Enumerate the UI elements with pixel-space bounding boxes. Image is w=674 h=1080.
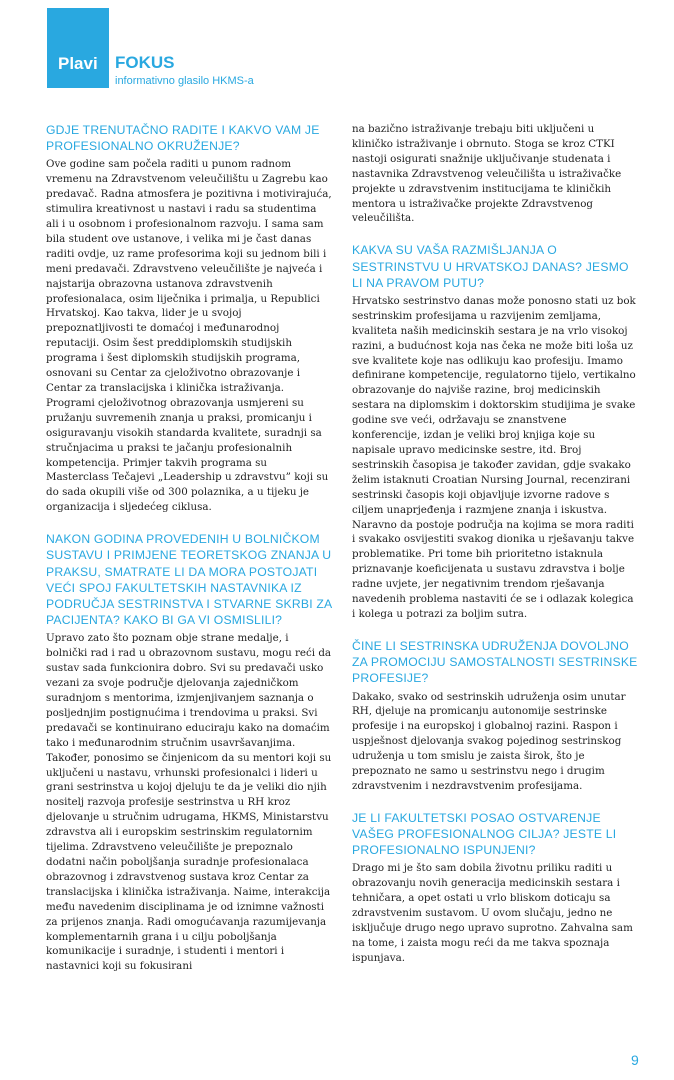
answer-2: Upravo zato što poznam obje strane medalje, i bolnički rad i rad u obrazovnom sustavu, mogu reći da sustav sada funkcionira dobro. Svi su predavači usko vezani za svoje područje djelovanja zajedničkom suradnjom s mentorima, izmjenjivanjem saznanja o posljednjim postignućima i trendovima u praksi. Svi predavači se kontinuirano educiraju kako na domaćim tako i međunarodnim stručnim usavršavanjima. Također, ponosimo se činjenicom da su mentori koji su uključeni u nastavu, vrhunski profesionalci i lideri u grani sestrinstva u kojoj djeluju te da je veliki dio njih nositelj razvoja profesije sestrinstva u RH kroz djelovanje u stručnim udrugama, HKMS, Ministarstvu zdravstva ali i europskim sestrinskim regulatornim tijelima. Zdravstveno veleučilište je prepoznalo dodatni način poboljšanja suradnje profesionalaca obrazovnog i zdravstvenog sustava kroz Centar za translacijska i klinička istraživanja. Naime, interakcija među navedenim disciplinama je od iznimne važnosti za prijenos znanja. Radi omogućavanja razumijevanja komplementarnih grana i u cilju poboljšanja komunikacije i suradnje, i studenti i mentori i nastavnici koji su fokusirani xyxy=(46,632,332,973)
answer-3: Hrvatsko sestrinstvo danas može ponosno stati uz bok sestrinskim profesijama u razvijenim zemljama, kvaliteta naših medicinskih sestara je na vrlo visokoj razini, a budućnost koja nas čeka ne može biti loša uz sve kvalitete koje nas odlikuju kao profesiju. Imamo definirane kompetencije, regulatorno tijelo, vertikalno obrazovanje do najviše razine, broj medicinskih sestara na diplomskim i doktorskim studijima je svake godine sve veći, održavaju se znanstvene konferencije, izdan je veliki broj knjiga koje su napisale upravo medicinske sestre, itd. Broj sestrinskih časopisa je također zavidan, gdje svakako želim istaknuti Croatian Nursing Journal, recenzirani sestrinski časopis koji objavljuje izvorne radove s ciljem unaprjeđenja i razmjene znanja i iskustva. Naravno da postoje područja na kojima se mora raditi i svakako osvijestiti svakog dionika u rješavanju takve problematike. Pri tome bih prioritetno istaknula priznavanje koeficijenata u sustavu zdravstva i bolje radne uvjete, jer negativnim trendom rješavanja navedenih problema nastaviti će se i odlazak kolegica i kolega u potrazi za boljim sutra. xyxy=(352,294,636,620)
question-4: ČINE LI SESTRINSKA UDRUŽENJA DOVOLJNO ZA PROMOCIJU SAMOSTALNOSTI SESTRINSKE PROFESIJE? xyxy=(352,638,638,686)
answer-2-continued: na bazično istraživanje trebaju biti uključeni u kliničko istraživanje i obrnuto. Stoga se kroz CTKI nastoji osigurati snažnije uključivanje studenata i nastavnika Zdravstvenog veleučilišta u istraživačke projekte u zdravstvenim institucijama te kliničkih mentora u istraživačke projekte Zdravstvenog veleučilišta. xyxy=(352,123,622,225)
logo-box xyxy=(47,8,109,88)
answer-4: Dakako, svako od sestrinskih udruženja osim unutar RH, djeluje na promicanju autonomije sestrinske profesije i na europskoj i globalnoj razini. Raspon i uspješnost djelovanja svakog pojedinog sestrinskog udruženja u tom smislu je zaista širok, što je prepoznato ne samo u sestrinstvu nego i drugim zdravstvenim i nezdravstvenim profesijama. xyxy=(352,690,626,792)
question-3: KAKVA SU VAŠA RAZMIŠLJANJA O SESTRINSTVU U HRVATSKOJ DANAS? JESMO LI NA PRAVOM PUTU? xyxy=(352,243,629,290)
left-column xyxy=(46,122,332,990)
question-1: GDJE TRENUTAČNO RADITE I KAKVO VAM JE PROFESIONALNO OKRUŽENJE? xyxy=(46,123,320,154)
question-5: JE LI FAKULTETSKI POSAO OSTVARENJE VAŠEG PROFESIONALNOG CILJA? JESTE LI PROFESIONALNO ISPUNJENI? xyxy=(352,810,617,858)
logo-fokus: FOKUS xyxy=(115,53,175,72)
publication-subtitle: informativno glasilo HKMS-a xyxy=(115,75,254,87)
page-number: 9 xyxy=(631,1052,639,1068)
logo-plavi: Plavi xyxy=(58,54,98,73)
right-column xyxy=(352,122,638,982)
question-2: NAKON GODINA PROVEDENIH U BOLNIČKOM SUSTAVU I PRIMJENE TEORETSKOG ZNANJA U PRAKSU, SMATRATE LI DA MORA POSTOJATI VEĆI SPOJ FAKULTETSKIH NASTAVNIKA IZ PODRUČJA SESTRINSTVA I STVARNE SKRBI ZA PACIJENTA? KAKO BI GA VI OSMISLILI? xyxy=(46,532,332,628)
answer-1: Ove godine sam počela raditi u punom radnom vremenu na Zdravstvenom veleučilištu u Zagrebu kao predavač. Radna atmosfera je pozitivna i motivirajuća, stimulira kreativnost u nastavi i radu sa studentima ali i u osobnom i profesionalnom razvoju. I sama sam bila student ove ustanove, i velika mi je čast danas raditi ovdje, uz rame profesorima koji su jednom bili i meni predavači. Zdravstveno veleučilište je najveća i najstarija obrazovna ustanova zdravstvenih profesionalaca, osim liječnika i primalja, u Republici Hrvatskoj. Kao takva, lider je u svojoj prepoznatljivosti te domaćoj i međunarodnoj reputaciji. Osim šest preddiplomskih studijskih programa i šest diplomskih studijskih programa, osnovani su Centar za cjeloživotno obrazovanje i Centar za translacijska i klinička istraživanja. Programi cjeloživotnog obrazovanja usmjereni su pružanju suvremenih znanja u praksi, promicanju i osiguravanju visokih standarda kvalitete, suradnji sa stručnjacima u praksi te jačanju profesionalnih kompetencija. Primjer takvih programa su Masterclass Tečajevi „Leadership u zdravstvu” koji su do sada okupili više od 300 polaznika, a u tijeku je organizacija i sljedećeg ciklusa. xyxy=(46,158,332,514)
answer-5: Drago mi je što sam dobila životnu priliku raditi u obrazovanju novih generacija medicinskih sestara i tehničara, a opet ostati u vrlo bliskom doticaju sa zdravstvenim sustavom. U ovom slučaju, jedno ne isključuje drugo nego upravo suprotno. Zahvalna sam na tome, i zaista mogu reći da me takva spoznaja ispunjava. xyxy=(352,862,633,964)
